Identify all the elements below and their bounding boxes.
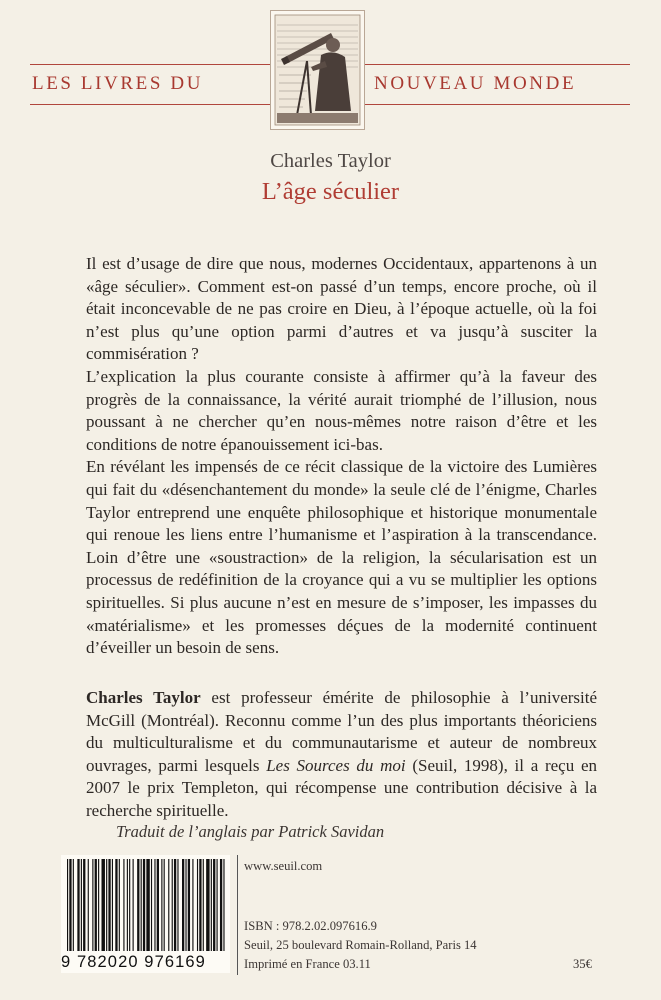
publisher-website: www.seuil.com <box>244 859 323 873</box>
publisher-address: Seuil, 25 boulevard Romain-Rolland, Paris 14 <box>244 938 477 952</box>
barcode-bar <box>98 859 99 951</box>
barcode-bar <box>81 859 82 951</box>
barcode-bar <box>146 859 149 951</box>
barcode-bar <box>108 859 110 951</box>
isbn: ISBN : 978.2.02.097616.9 <box>244 919 377 933</box>
printed-in: Imprimé en France 03.11 <box>244 957 371 971</box>
barcode-bar <box>188 859 190 951</box>
barcode-bar <box>161 859 162 951</box>
astronomer-telescope-emblem <box>270 10 365 130</box>
barcode-number: 9 782020 976169 <box>61 953 206 971</box>
barcode-bar <box>168 859 169 951</box>
barcode-bar <box>69 859 71 951</box>
blurb <box>86 253 597 660</box>
author-name: Charles Taylor <box>270 150 391 172</box>
barcode-bar <box>127 859 128 951</box>
barcode-bar <box>95 859 97 951</box>
barcode-bar <box>88 859 89 951</box>
barcode-bar <box>199 859 201 951</box>
barcode-bar <box>77 859 79 951</box>
barcode-bar <box>133 859 134 951</box>
barcode-bar <box>206 859 209 951</box>
barcode-bar <box>137 859 139 951</box>
barcode-bar <box>73 859 74 951</box>
barcode-bar <box>106 859 107 951</box>
barcode-bar <box>92 859 93 951</box>
barcode-bar <box>129 859 130 951</box>
bio-book-title: Les Sources du moi <box>266 755 406 775</box>
barcode-bars <box>61 855 230 953</box>
series-name-right: NOUVEAU MONDE <box>374 73 577 94</box>
translator-credit: Traduit de l’anglais par Patrick Savidan <box>116 822 385 841</box>
bio-author-name: Charles Taylor <box>86 688 201 707</box>
barcode-bar <box>123 859 124 951</box>
barcode-bar <box>115 859 117 951</box>
barcode-bar <box>112 859 113 951</box>
barcode-bar <box>223 859 224 951</box>
barcode-bar <box>213 859 215 951</box>
barcode-bar <box>197 859 198 951</box>
barcode-bar <box>192 859 193 951</box>
barcode-divider <box>237 855 238 975</box>
barcode-bar <box>220 859 222 951</box>
barcode-bar <box>141 859 142 951</box>
barcode-bar <box>211 859 212 951</box>
bio-text-part-2: (Seuil, 1998), il a reçu en 2007 le prix Templeton, qui récompense une contribution décisive à la recherche spirituelle. <box>86 755 597 820</box>
price: 35€ <box>573 957 592 971</box>
blurb-paragraph-1: Il est d’usage de dire que nous, modernes Occidentaux, appartenons à un «âge séculier». Comment est-on passé d’un temps, encore proche, où il était inconcevable de ne pas croire en Dieu, à l’époque actuelle, où la foi n’est plus qu’une option parmi d’autres et va jusqu’à susciter la commisération ? <box>86 254 597 364</box>
blurb-paragraph-2: L’explication la plus courante consiste à affirmer qu’à la faveur des progrès de la connaissance, la vérité aurait triomphé de l’illusion, nous poussant à ne chercher qu’en nous-mêmes notre raison d’être et les conditions de notre épanouissement ici-bas. <box>86 366 597 454</box>
barcode-bar <box>67 859 68 951</box>
blurb-paragraph-3: En révélant les impensés de ce récit classique de la victoire des Lumières qui fait du «désenchantement du monde» la seule clé de l’énigme, Charles Taylor entreprend une enquête philosophique et historique monumentale qui renoue les liens entre l’humanisme et l’aspiration à la transcendance. Loin d’être une «soustraction» de la religion, la sécularisation est un processus de redéfinition de la croyance qui a vu se multiplier les options spirituelles. Si plus aucune n’est en mesure de s’imposer, les impasses du «matérialisme» et les promesses déçues de la modernité continuent d’éveiller un besoin de sens. <box>86 457 597 658</box>
barcode-bar <box>174 859 176 951</box>
barcode-bar <box>157 859 159 951</box>
barcode-bar <box>164 859 165 951</box>
barcode-bar <box>172 859 173 951</box>
barcode-bar <box>83 859 85 951</box>
series-name-left: LES LIVRES DU <box>32 73 204 94</box>
barcode-bar <box>182 859 184 951</box>
author-bio <box>86 687 597 823</box>
barcode-bar <box>203 859 204 951</box>
barcode <box>61 855 230 973</box>
barcode-bar <box>185 859 186 951</box>
barcode-bar <box>154 859 155 951</box>
barcode-bar <box>217 859 218 951</box>
barcode-bar <box>151 859 152 951</box>
barcode-bar <box>119 859 120 951</box>
bio-text-part-1: est professeur émérite de philosophie à l’université McGill (Montréal). Reconnu comme l’un des plus importants théoriciens du multiculturalisme et du communautarisme et auteur de nombreux ouvrages, parmi lesquels <box>86 688 598 775</box>
barcode-bar <box>102 859 105 951</box>
barcode-bar <box>143 859 145 951</box>
barcode-bar <box>177 859 178 951</box>
author-bio-paragraph <box>86 687 597 823</box>
book-title: L’âge séculier <box>261 178 400 205</box>
